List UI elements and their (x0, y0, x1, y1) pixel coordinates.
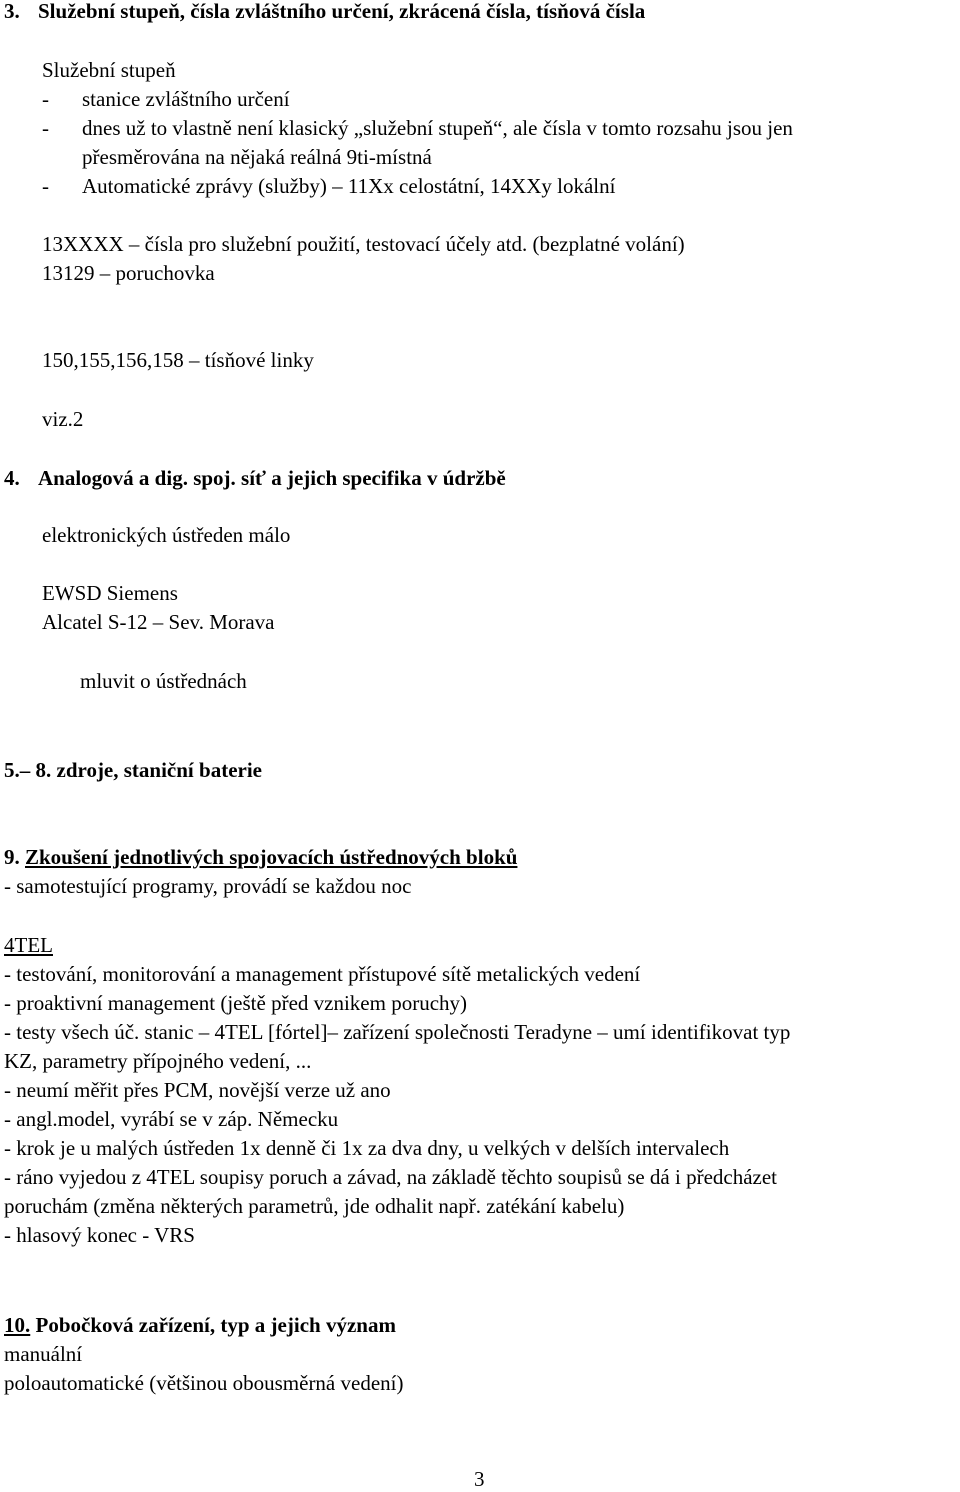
list-item: - dnes už to vlastně není klasický „služební stupeň“, ale čísla v tomto rozsahu jsou jen (42, 116, 793, 140)
text-line: poruchám (změna některých parametrů, jde odhalit např. zatékání kabelu) (4, 1194, 625, 1218)
text-line: EWSD Siemens (42, 581, 178, 605)
list-item: - Automatické zprávy (služby) – 11Xx celostátní, 14XXy lokální (42, 174, 616, 198)
section-number: 10. (4, 1313, 31, 1337)
text-line: viz.2 (42, 407, 84, 431)
text-line: - ráno vyjedou z 4TEL soupisy poruch a závad, na základě těchto soupisů se dá i předcházet (4, 1165, 778, 1189)
text-line: mluvit o ústřednách (80, 669, 247, 693)
section-5-8-heading: 5.– 8. zdroje, staniční baterie (4, 758, 262, 782)
text-line: manuální (4, 1342, 83, 1366)
section-10-heading (4, 1312, 396, 1338)
subheading-service-level: Služební stupeň (42, 58, 176, 82)
text-line: 150,155,156,158 – tísňové linky (42, 348, 314, 372)
section-title: Zkoušení jednotlivých spojovacích ústřednových bloků (25, 845, 518, 869)
text-line: 13XXXX – čísla pro služební použití, testovací účely atd. (bezplatné volání) (42, 232, 685, 256)
section-9-heading (4, 844, 517, 870)
text-line: Alcatel S-12 – Sev. Morava (42, 610, 275, 634)
text-line: KZ, parametry přípojného vedení, ... (4, 1049, 312, 1073)
section-title: Analogová a dig. spoj. síť a jejich specifika v údržbě (38, 466, 506, 490)
text-line: - hlasový konec - VRS (4, 1223, 195, 1247)
text-line: 13129 – poruchovka (42, 261, 215, 285)
section-title: Pobočková zařízení, typ a jejich význam (35, 1313, 396, 1337)
subheading-4tel: 4TEL (4, 933, 53, 957)
section-title: Služební stupeň, čísla zvláštního určení, zkrácená čísla, tísňová čísla (38, 0, 646, 23)
list-item: - stanice zvláštního určení (42, 87, 290, 111)
text-line: - angl.model, vyrábí se v záp. Německu (4, 1107, 339, 1131)
list-item-continuation: přesměrována na nějaká reálná 9ti-místná (82, 145, 432, 169)
page-number: 3 (474, 1467, 485, 1491)
text-line: - samotestující programy, provádí se každou noc (4, 874, 412, 898)
text-line: - krok je u malých ústředen 1x denně či 1x za dva dny, u velkých v delších intervalech (4, 1136, 730, 1160)
text-line: - testování, monitorování a management přístupové sítě metalických vedení (4, 962, 641, 986)
section-number: 3. (4, 0, 20, 23)
text-line: poloautomatické (většinou obousměrná vedení) (4, 1371, 404, 1395)
section-3-heading (4, 0, 645, 24)
section-number: 9. (4, 845, 20, 869)
text-line: elektronických ústředen málo (42, 523, 291, 547)
section-number: 4. (4, 466, 20, 490)
text-line: - testy všech úč. stanic – 4TEL [fórtel]– zařízení společnosti Teradyne – umí identifikovat typ (4, 1020, 791, 1044)
text-line: - proaktivní management (ještě před vznikem poruchy) (4, 991, 468, 1015)
text-line: - neumí měřit přes PCM, novější verze už ano (4, 1078, 391, 1102)
section-4-heading (4, 465, 506, 491)
